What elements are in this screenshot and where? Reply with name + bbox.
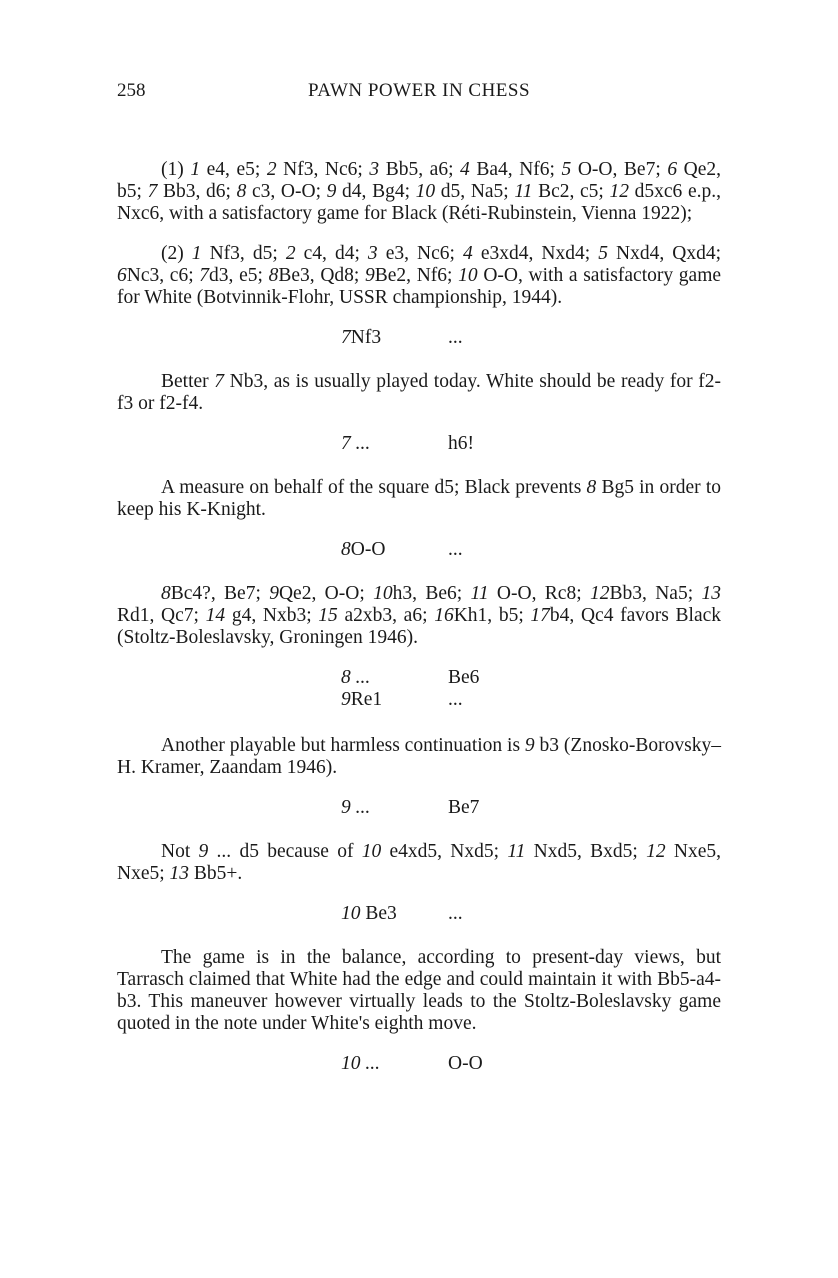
note-6: Another playable but harmless continuation is 9 b3 (Znosko-Borovsky–H. Kramer, Zaandam 1946). — [117, 735, 721, 778]
page-number: 258 — [117, 80, 146, 101]
note-3: Better 7 Nb3, as is usually played today. White should be ready for f2-f3 or f2-f4. — [117, 371, 721, 414]
note-2: (2) 1 Nf3, d5; 2 c4, d4; 3 e3, Nc6; 4 e3xd4, Nxd4; 5 Nxd4, Qxd4; 6Nc3, c6; 7d3, e5; 8Be3, Qd8; 9Be2, Nf6; 10 O-O, with a satisfactory game for White (Botvinnik-Flohr, USSR championship, 1944). — [117, 243, 722, 308]
note-5: 8Bc4?, Be7; 9Qe2, O-O; 10h3, Be6; 11 O-O, Rc8; 12Bb3, Na5; 13 Rd1, Qc7; 14 g4, Nxb3; 15 a2xb3, a6; 16Kh1, b5; 17b4, Qc4 favors Black (Stoltz-Boleslavsky, Groningen 1946). — [117, 583, 722, 648]
move-7-black: 7 ... h6! — [341, 433, 474, 454]
move-10-white: 10 Be3 ... — [341, 903, 463, 924]
note-8: The game is in the balance, according to present-day views, but Tarrasch claimed that White had the edge and could maintain it with Bb5-a4-b3. This maneuver however virtually leads to the Stoltz-Boleslavsky game quoted in the note under White's eighth move. — [117, 947, 721, 1034]
move-8-black: 8 ... Be6 — [341, 667, 480, 688]
move-10-black: 10 ... O-O — [341, 1053, 483, 1074]
move-9-black: 9 ... Be7 — [341, 797, 480, 818]
running-title: PAWN POWER IN CHESS — [307, 80, 531, 101]
note-7: Not 9 ... d5 because of 10 e4xd5, Nxd5; 11 Nxd5, Bxd5; 12 Nxe5, Nxe5; 13 Bb5+. — [117, 841, 722, 884]
move-8-white: 8O-O ... — [341, 539, 463, 560]
move-9-white: 9Re1 ... — [341, 689, 463, 710]
note-4: A measure on behalf of the square d5; Black prevents 8 Bg5 in order to keep his K-Knight. — [117, 477, 721, 520]
page-body — [117, 159, 721, 1097]
note-1: (1) 1 e4, e5; 2 Nf3, Nc6; 3 Bb5, a6; 4 Ba4, Nf6; 5 O-O, Be7; 6 Qe2, b5; 7 Bb3, d6; 8 c3, O-O; 9 d4, Bg4; 10 d5, Na5; 11 Bc2, c5; 12 d5xc6 e.p., Nxc6, with a satisfactory game for Black (Réti-Rubinstein, Vienna 1922); — [117, 159, 721, 224]
move-7-white: 7Nf3 ... — [341, 327, 463, 348]
page-header — [117, 80, 721, 106]
